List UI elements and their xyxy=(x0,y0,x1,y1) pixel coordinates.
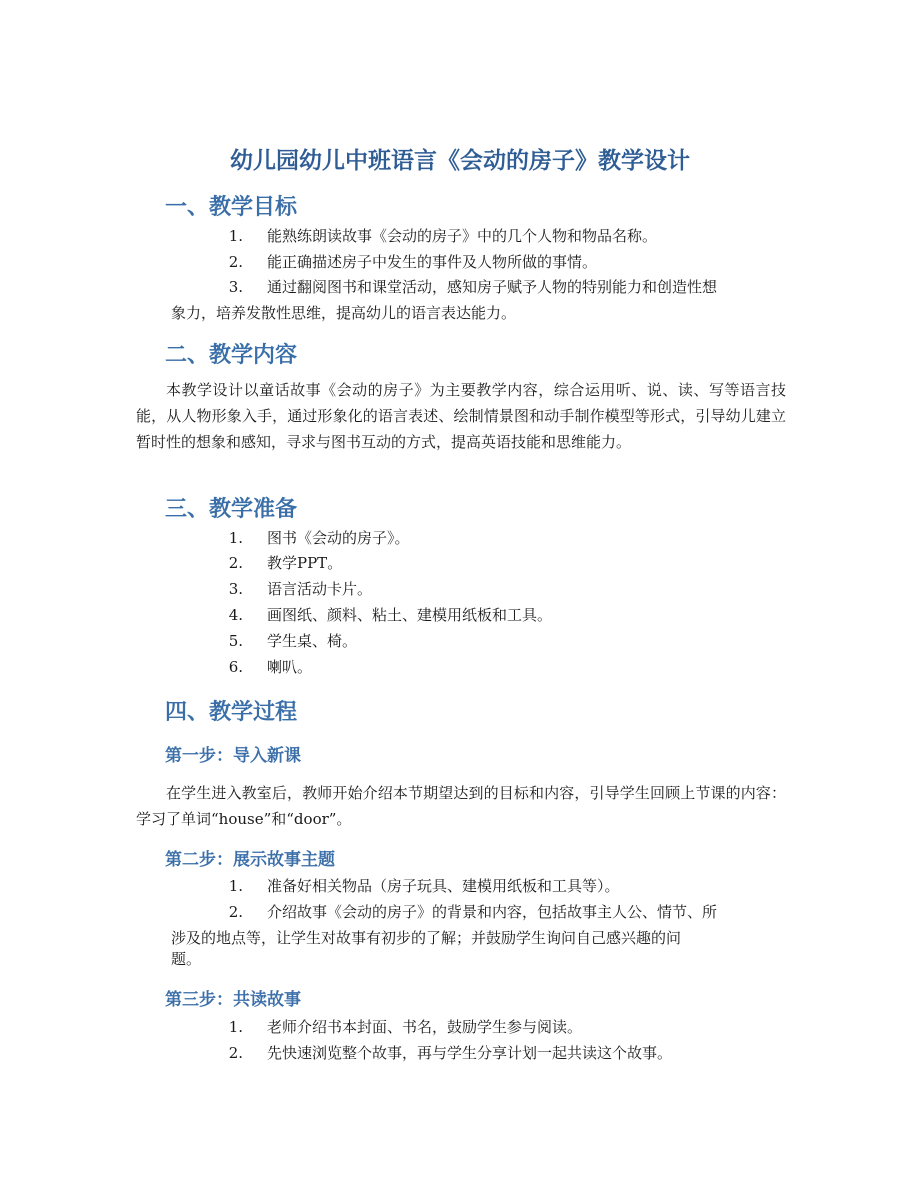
section-heading-content: 二、教学内容 xyxy=(165,343,298,368)
list-item-continuation: 题。 xyxy=(171,950,202,968)
list-number: 1. xyxy=(228,877,243,895)
list-text: 通过翻阅图书和课堂活动，感知房子赋予人物的特别能力和创造性想 xyxy=(267,278,718,296)
list-text: 教学PPT。 xyxy=(267,554,343,572)
list-number: 5. xyxy=(228,632,243,650)
list-item xyxy=(165,249,785,275)
list-item-continuation: 涉及的地点等，让学生对故事有初步的了解；并鼓励学生询问自己感兴趣的问 xyxy=(171,929,682,947)
list-number: 3. xyxy=(228,580,243,598)
list-text: 先快速浏览整个故事，再与学生分享计划一起共读这个故事。 xyxy=(267,1044,673,1062)
list-text: 能正确描述房子中发生的事件及人物所做的事情。 xyxy=(267,253,598,271)
list-item xyxy=(165,899,785,925)
step-heading-2: 第二步：展示故事主题 xyxy=(165,850,335,870)
list-item xyxy=(165,873,785,899)
list-number: 3. xyxy=(228,278,243,296)
list-text: 老师介绍书本封面、书名，鼓励学生参与阅读。 xyxy=(267,1018,583,1036)
step-heading-3: 第三步：共读故事 xyxy=(165,990,301,1010)
list-text: 介绍故事《会动的房子》的背景和内容，包括故事主人公、情节、所 xyxy=(267,903,718,921)
list-item xyxy=(165,1040,785,1066)
list-number: 2. xyxy=(228,1044,243,1062)
list-item-continuation: 象力，培养发散性思维，提高幼儿的语言表达能力。 xyxy=(171,304,517,322)
list-text: 画图纸、颜料、粘土、建模用纸板和工具。 xyxy=(267,606,553,624)
list-text: 能熟练朗读故事《会动的房子》中的几个人物和物品名称。 xyxy=(267,227,658,245)
step-heading-1: 第一步：导入新课 xyxy=(165,746,301,766)
list-text: 学生桌、椅。 xyxy=(267,632,358,650)
list-number: 1. xyxy=(228,529,243,547)
list-item xyxy=(165,576,785,602)
list-number: 6. xyxy=(228,658,243,676)
list-number: 4. xyxy=(228,606,243,624)
list-number: 2. xyxy=(228,253,243,271)
list-number: 2. xyxy=(228,554,243,572)
list-text: 喇叭。 xyxy=(267,658,313,676)
list-item xyxy=(165,602,785,628)
list-item xyxy=(165,223,785,249)
list-number: 2. xyxy=(228,903,243,921)
list-item xyxy=(165,1014,785,1040)
list-number: 1. xyxy=(228,1018,243,1036)
list-text: 图书《会动的房子》。 xyxy=(267,529,410,547)
list-item xyxy=(165,525,785,551)
document-title: 幼儿园幼儿中班语言《会动的房子》教学设计 xyxy=(230,148,690,174)
list-item xyxy=(165,628,785,654)
body-paragraph: 在学生进入教室后，教师开始介绍本节期望达到的目标和内容，引导学生回顾上节课的内容：学习了单词“house”和“door”。 xyxy=(136,784,786,828)
list-text: 语言活动卡片。 xyxy=(267,580,373,598)
list-text: 准备好相关物品（房子玩具、建模用纸板和工具等）。 xyxy=(267,877,620,895)
section-heading-preparation: 三、教学准备 xyxy=(165,497,298,522)
list-item xyxy=(165,654,785,680)
section-heading-process: 四、教学过程 xyxy=(165,700,298,725)
section-heading-objectives: 一、教学目标 xyxy=(165,195,298,220)
list-item xyxy=(165,550,785,576)
list-item xyxy=(165,274,785,300)
body-paragraph: 本教学设计以童话故事《会动的房子》为主要教学内容，综合运用听、说、读、写等语言技能，从人物形象入手，通过形象化的语言表述、绘制情景图和动手制作模型等形式，引导幼儿建立暂时性的想象和感知，寻求与图书互动的方式，提高英语技能和思维能力。 xyxy=(136,381,786,451)
list-number: 1. xyxy=(228,227,243,245)
